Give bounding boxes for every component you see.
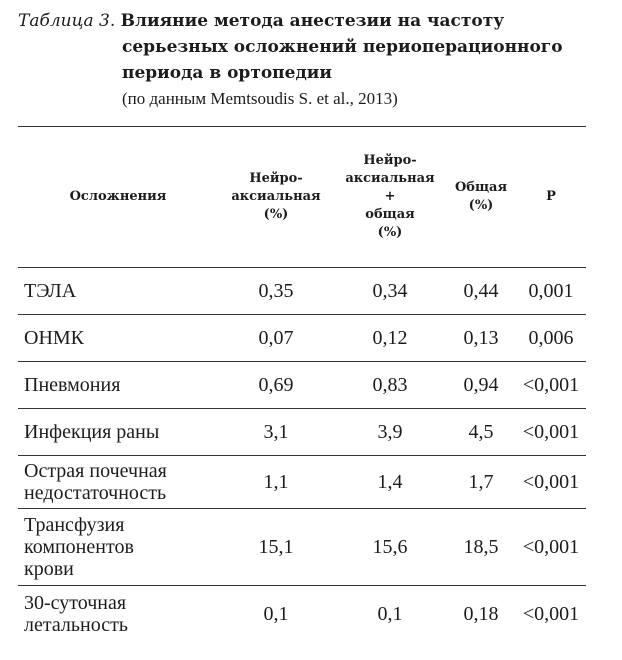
table-row xyxy=(18,456,586,509)
combined-value: 3,9 xyxy=(334,409,446,456)
caption-source: (по данным Memtsoudis S. et al., 2013) xyxy=(122,89,398,108)
p-value: <0,001 xyxy=(516,409,586,456)
complication-name: ОНМК xyxy=(18,315,218,362)
header-general: Общая (%) xyxy=(446,127,516,268)
complication-name: Трансфузия компонентов крови xyxy=(18,509,218,586)
header-neuraxial: Нейро- аксиальная (%) xyxy=(218,127,334,268)
caption-title-line-3: периода в ортопедии xyxy=(122,63,332,83)
combined-value: 1,4 xyxy=(334,456,446,509)
table-caption xyxy=(18,8,608,112)
table-header-row xyxy=(18,127,586,268)
complication-name: Пневмония xyxy=(18,362,218,409)
complication-name: Инфекция раны xyxy=(18,409,218,456)
complication-name: ТЭЛА xyxy=(18,268,218,315)
table-row xyxy=(18,315,586,362)
general-value: 0,18 xyxy=(463,603,499,625)
general-value: 0,13 xyxy=(446,315,516,362)
neuraxial-value: 0,07 xyxy=(218,315,334,362)
p-value: <0,001 xyxy=(516,509,586,586)
header-complications: Осложнения xyxy=(18,127,218,268)
neuraxial-value: 0,1 xyxy=(263,603,289,625)
neuraxial-value: 15,1 xyxy=(218,509,334,586)
table-number: Таблица 3. xyxy=(18,11,116,31)
combined-value: 0,34 xyxy=(334,268,446,315)
combined-value: 0,12 xyxy=(334,315,446,362)
caption-first-line xyxy=(18,8,608,34)
complication-name: Острая почечная недостаточность xyxy=(18,456,218,509)
neuraxial-value: 3,1 xyxy=(218,409,334,456)
neuraxial-value: 1,1 xyxy=(218,456,334,509)
general-value: 18,5 xyxy=(446,509,516,586)
p-value: <0,001 xyxy=(522,603,580,625)
table-row xyxy=(18,268,586,315)
combined-value: 0,1 xyxy=(377,603,403,625)
p-value: 0,006 xyxy=(516,315,586,362)
combined-value: 15,6 xyxy=(334,509,446,586)
header-p-value: P xyxy=(516,127,586,268)
header-neuraxial-plus-general: Нейро- аксиальная + общая (%) xyxy=(334,127,446,268)
neuraxial-value: 0,69 xyxy=(218,362,334,409)
p-value: <0,001 xyxy=(516,362,586,409)
general-value: 4,5 xyxy=(446,409,516,456)
general-value: 1,7 xyxy=(446,456,516,509)
neuraxial-value: 0,35 xyxy=(218,268,334,315)
combined-value: 0,83 xyxy=(334,362,446,409)
table-row xyxy=(18,509,586,586)
general-value: 0,44 xyxy=(446,268,516,315)
complication-name: 30-суточная летальность xyxy=(24,592,128,636)
table-row xyxy=(18,362,586,409)
caption-title-line-2: серьезных осложнений периоперационного xyxy=(122,37,563,57)
caption-title-line-1: Влияние метода анестезии на частоту xyxy=(120,11,505,31)
table-row xyxy=(18,409,586,456)
p-value: 0,001 xyxy=(516,268,586,315)
general-value: 0,94 xyxy=(446,362,516,409)
table-row xyxy=(18,586,586,643)
p-value: <0,001 xyxy=(516,456,586,509)
complications-table xyxy=(18,126,586,642)
